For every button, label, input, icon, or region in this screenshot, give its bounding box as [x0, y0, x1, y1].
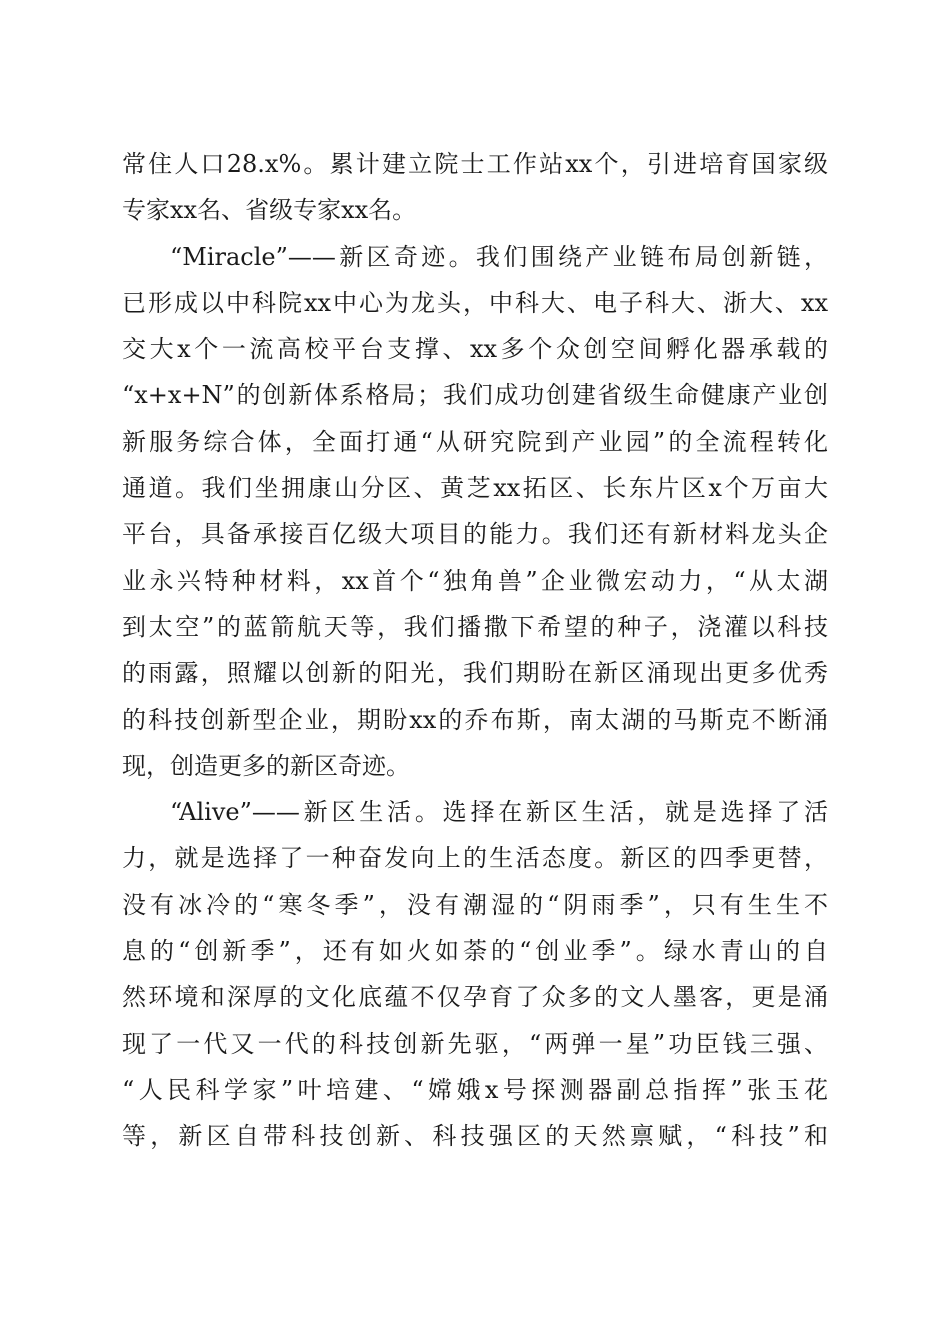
paragraph-first-line: “Alive”——新区生活。选择在新区生活，就是选择了活 [170, 798, 828, 827]
text-line: 平台，具备承接百亿级大项目的能力。我们还有新材料龙头企 [122, 520, 828, 549]
text-line: 息的“创新季”，还有如火如荼的“创业季”。绿水青山的自 [122, 937, 828, 966]
text-line: 新服务综合体，全面打通“从研究院到产业园”的全流程转化 [122, 427, 828, 456]
text-line: 没有冰冷的“寒冬季”，没有潮湿的“阴雨季”，只有生生不 [122, 890, 828, 919]
text-line: 现了一代又一代的科技创新先驱，“两弹一星”功臣钱三强、 [122, 1029, 828, 1058]
text-line: 现，创造更多的新区奇迹。 [122, 751, 410, 780]
text-line: 到太空”的蓝箭航天等，我们播撒下希望的种子，浇灌以科技 [122, 612, 828, 641]
body-text [122, 141, 828, 1160]
text-line: “人民科学家”叶培建、“嫦娥x号探测器副总指挥”张玉花 [122, 1075, 828, 1104]
text-line: “x+x+N”的创新体系格局；我们成功创建省级生命健康产业创 [122, 381, 828, 410]
text-line: 的科技创新型企业，期盼xx的乔布斯，南太湖的马斯克不断涌 [122, 705, 828, 734]
text-line: 专家xx名、省级专家xx名。 [122, 196, 417, 225]
text-line: 的雨露，照耀以创新的阳光，我们期盼在新区涌现出更多优秀 [122, 659, 828, 688]
text-line: 业永兴特种材料，xx首个“独角兽”企业微宏动力，“从太湖 [122, 566, 828, 595]
text-line: 等，新区自带科技创新、科技强区的天然禀赋，“科技”和 [122, 1122, 828, 1151]
text-line: 通道。我们坐拥康山分区、黄芝xx拓区、长东片区x个万亩大 [122, 474, 828, 503]
text-line: 力，就是选择了一种奋发向上的生活态度。新区的四季更替， [122, 844, 828, 873]
text-line: 然环境和深厚的文化底蕴不仅孕育了众多的文人墨客，更是涌 [122, 983, 828, 1012]
text-line: 已形成以中科院xx中心为龙头，中科大、电子科大、浙大、xx [122, 288, 828, 317]
text-line: 交大x个一流高校平台支撑、xx多个众创空间孵化器承载的 [122, 335, 828, 364]
paragraph-first-line: “Miracle”——新区奇迹。我们围绕产业链布局创新链， [170, 242, 828, 271]
text-line: 常住人口28.x%。累计建立院士工作站xx个，引进培育国家级 [122, 150, 828, 178]
